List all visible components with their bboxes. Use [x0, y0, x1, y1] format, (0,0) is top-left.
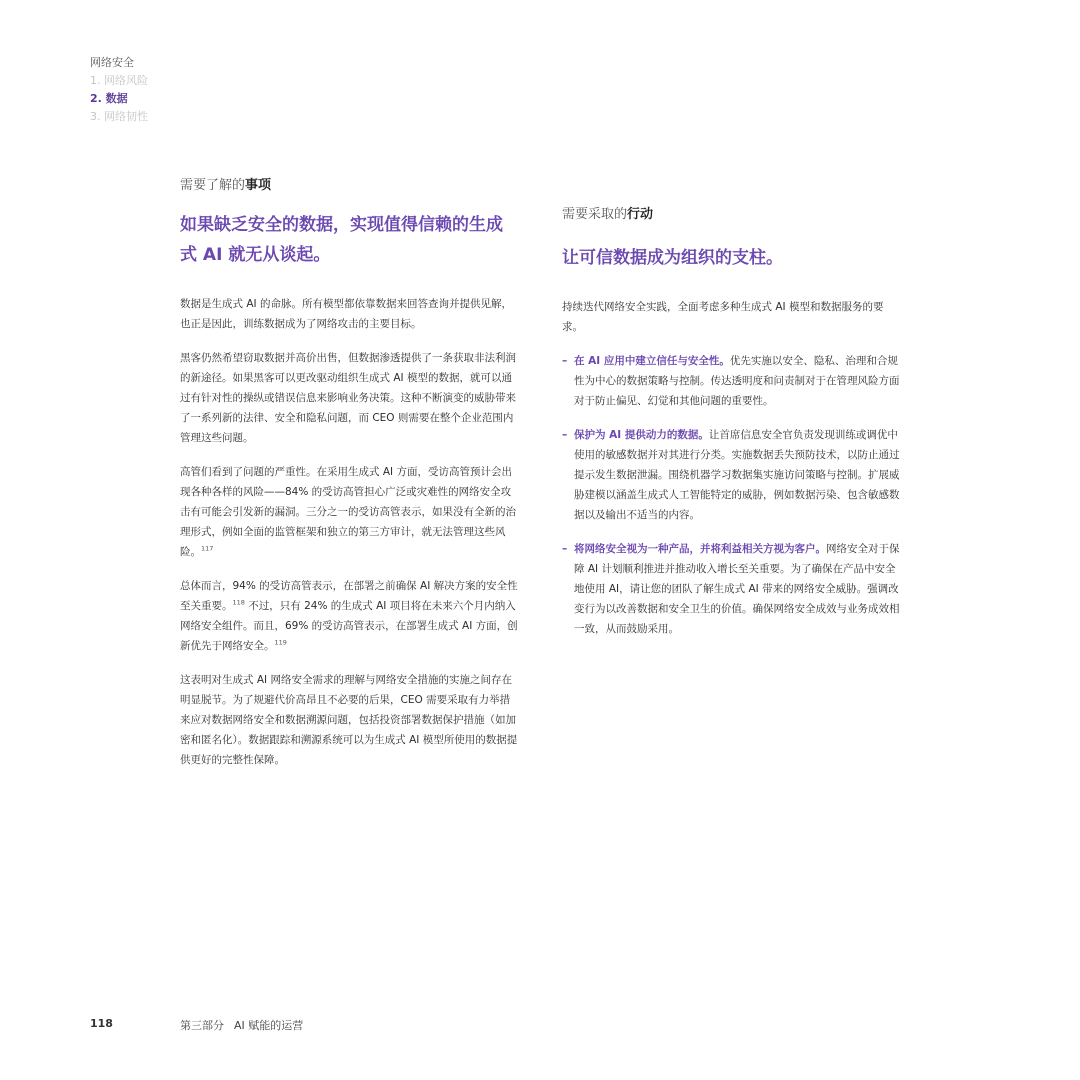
- left-paragraph-1: 数据是生成式 AI 的命脉。所有模型都依靠数据来回答查询并提供见解，也正是因此，训练数据成为了网络攻击的主要目标。: [180, 298, 512, 330]
- action-list: [562, 351, 902, 639]
- action-item-text: 网络安全对于保障 AI 计划顺利推进并推动收入增长至关重要。为了确保在产品中安全地使用 AI，请让您的团队了解生成式 AI 带来的网络安全威胁。强调改变行为以改善数据和安全卫生的价值。确保网络安全成效与业务成效相一致，从而鼓励采用。: [574, 543, 900, 635]
- nav-item-cyber-risk[interactable]: 1. 网络风险: [90, 74, 148, 87]
- left-paragraph-4b-text: 不过，只有 24% 的生成式 AI 项目将在未来六个月内纳入网络安全组件。而且，69% 的受访高管表示，在部署生成式 AI 方面，创新优先于网络安全。: [180, 600, 518, 652]
- action-item-security-as-product: [562, 539, 902, 639]
- left-kicker: [180, 176, 520, 196]
- left-heading: [180, 210, 520, 270]
- action-item-text: 让首席信息安全官负责发现训练或调优中使用的敏感数据并对其进行分类。实施数据丢失预防技术，以防止通过提示发生数据泄漏。围绕机器学习数据集实施访问策略与控制。扩展威胁建模以涵盖生成式人工智能特定的威胁，例如数据污染、包含敏感数据以及输出不适当的内容。: [574, 429, 900, 521]
- dash-bullet: –: [562, 543, 568, 555]
- left-kicker-prefix: 需要了解的: [180, 178, 246, 193]
- left-paragraph-3: [180, 462, 520, 562]
- action-item-text: 优先实施以安全、隐私、治理和合规性为中心的数据策略与控制。传达透明度和问责制对于在管理风险方面对于防止偏见、幻觉和其他问题的重要性。: [574, 355, 900, 407]
- dash-bullet: –: [562, 355, 568, 367]
- left-paragraph-5: 这表明对生成式 AI 网络安全需求的理解与网络安全措施的实施之间存在明显脱节。为了规避代价高昂且不必要的后果，CEO 需要采取有力举措来应对数据网络安全和数据溯源问题，包括投资部署数据保护措施（如加密和匿名化）。数据跟踪和溯源系统可以为生成式 AI 模型所使用的数据提供更好的完整性保障。: [180, 674, 518, 766]
- footer-part-title: AI 赋能的运营: [234, 1019, 304, 1032]
- footer-part-label: [180, 1017, 303, 1033]
- dash-bullet: –: [562, 429, 568, 441]
- section-nav: [90, 54, 148, 126]
- left-paragraph-4: [180, 576, 520, 656]
- page-number: 118: [90, 1017, 113, 1030]
- nav-item-cyber-resilience[interactable]: 3. 网络韧性: [90, 110, 148, 123]
- footnote-ref-117[interactable]: 117: [201, 544, 214, 553]
- right-kicker-prefix: 需要采取的: [562, 207, 628, 222]
- left-paragraph-2: 黑客仍然希望窃取数据并高价出售，但数据渗透提供了一条获取非法利润的新途径。如果黑客可以更改驱动组织生成式 AI 模型的数据，就可以通过有针对性的操纵或错误信息来影响业务决策。这种不断演变的威胁带来了一系列新的法律、安全和隐私问题，而 CEO 则需要在整个企业范围内管理这些问题。: [180, 352, 516, 444]
- left-kicker-bold: 事项: [245, 178, 272, 193]
- action-item-trust: [562, 351, 902, 411]
- footnote-ref-119[interactable]: 119: [274, 638, 287, 647]
- right-heading: 让可信数据成为组织的支柱。: [562, 248, 783, 268]
- footer-part: 第三部分: [180, 1019, 224, 1032]
- action-item-lead: 在 AI 应用中建立信任与安全性。: [574, 355, 730, 367]
- left-heading-line2: 式 AI 就无从谈起。: [180, 245, 331, 265]
- nav-item-data[interactable]: 2. 数据: [90, 92, 128, 105]
- left-column: [180, 176, 520, 784]
- action-item-lead: 将网络安全视为一种产品，并将利益相关方视为客户。: [574, 543, 826, 555]
- action-item-protect-data: [562, 425, 902, 525]
- left-paragraph-3-text: 高管们看到了问题的严重性。在采用生成式 AI 方面，受访高管预计会出现各种各样的风险——84% 的受访高管担心广泛或灾难性的网络安全攻击有可能会引发新的漏洞。三分之一的受访高管表示，如果没有全新的治理形式，例如全面的监管框架和独立的第三方审计，就无法管理这些风险。: [180, 466, 516, 558]
- nav-section-title: 网络安全: [90, 56, 134, 69]
- right-column: [562, 205, 902, 653]
- right-intro: 持续迭代网络安全实践，全面考虑多种生成式 AI 模型和数据服务的要求。: [562, 301, 884, 333]
- right-kicker: [562, 205, 902, 225]
- left-heading-line1: 如果缺乏安全的数据，实现值得信赖的生成: [180, 215, 503, 235]
- left-paragraph-4a-text: 总体而言，94% 的受访高管表示，在部署之前确保 AI 解决方案的安全性至关重要。: [180, 580, 518, 612]
- action-item-lead: 保护为 AI 提供动力的数据。: [574, 429, 709, 441]
- footnote-ref-118[interactable]: 118: [232, 598, 245, 607]
- right-kicker-bold: 行动: [627, 207, 654, 222]
